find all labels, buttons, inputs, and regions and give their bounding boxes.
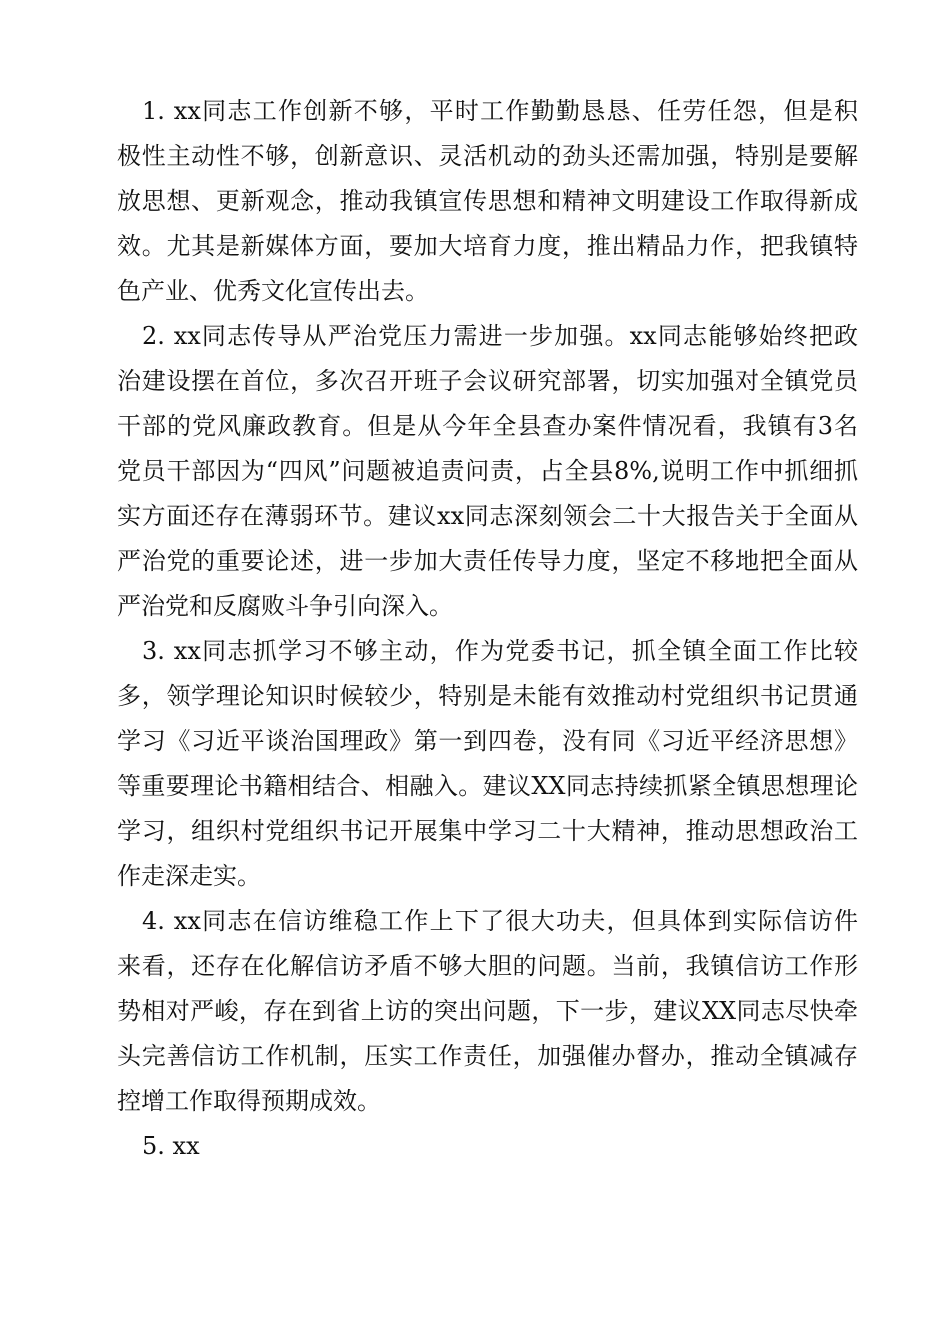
paragraph-1 bbox=[117, 89, 858, 314]
text-line: 1. xx同志工作创新不够，平时工作勤勤恳恳、任劳任怨，但是积 bbox=[142, 97, 858, 125]
text-line: 实方面还存在薄弱环节。建议xx同志深刻领会二十大报告关于全面从 bbox=[117, 502, 858, 530]
text-line: 放思想、更新观念，推动我镇宣传思想和精神文明建设工作取得新成 bbox=[117, 187, 858, 215]
text-line: 来看，还存在化解信访矛盾不够大胆的问题。当前，我镇信访工作形 bbox=[117, 952, 858, 980]
text-line: 党员干部因为“四风”问题被追责问责，占全县8%,说明工作中抓细抓 bbox=[117, 457, 858, 485]
paragraph-3 bbox=[117, 629, 858, 899]
text-line: 4. xx同志在信访维稳工作上下了很大功夫，但具体到实际信访件 bbox=[142, 907, 858, 935]
paragraph-4 bbox=[117, 899, 858, 1124]
text-line: 极性主动性不够，创新意识、灵活机动的劲头还需加强，特别是要解 bbox=[117, 142, 858, 170]
text-line: 2. xx同志传导从严治党压力需进一步加强。xx同志能够始终把政 bbox=[142, 322, 858, 350]
text-line: 治建设摆在首位，多次召开班子会议研究部署，切实加强对全镇党员 bbox=[117, 367, 858, 395]
paragraph-5 bbox=[117, 1124, 858, 1169]
text-line: 势相对严峻，存在到省上访的突出问题，下一步，建议XX同志尽快牵 bbox=[117, 997, 858, 1025]
text-line: 多，领学理论知识时候较少，特别是未能有效推动村党组织书记贯通 bbox=[117, 682, 858, 710]
text-line: 5. xx bbox=[142, 1132, 200, 1160]
text-line: 头完善信访工作机制，压实工作责任，加强催办督办，推动全镇减存 bbox=[117, 1042, 858, 1070]
text-line: 学习《习近平谈治国理政》第一到四卷，没有同《习近平经济思想》 bbox=[117, 727, 858, 755]
text-line: 学习，组织村党组织书记开展集中学习二十大精神，推动思想政治工 bbox=[117, 817, 858, 845]
text-line: 作走深走实。 bbox=[117, 862, 261, 890]
text-line: 色产业、优秀文化宣传出去。 bbox=[117, 277, 429, 305]
text-line: 效。尤其是新媒体方面，要加大培育力度，推出精品力作，把我镇特 bbox=[117, 232, 858, 260]
document-body bbox=[117, 89, 858, 1169]
text-line: 控增工作取得预期成效。 bbox=[117, 1087, 381, 1115]
paragraph-2 bbox=[117, 314, 858, 629]
text-line: 干部的党风廉政教育。但是从今年全县查办案件情况看，我镇有3名 bbox=[117, 412, 858, 440]
text-line: 3. xx同志抓学习不够主动，作为党委书记，抓全镇全面工作比较 bbox=[142, 637, 858, 665]
text-line: 严治党和反腐败斗争引向深入。 bbox=[117, 592, 453, 620]
text-line: 严治党的重要论述，进一步加大责任传导力度，坚定不移地把全面从 bbox=[117, 547, 858, 575]
text-line: 等重要理论书籍相结合、相融入。建议XX同志持续抓紧全镇思想理论 bbox=[117, 772, 858, 800]
